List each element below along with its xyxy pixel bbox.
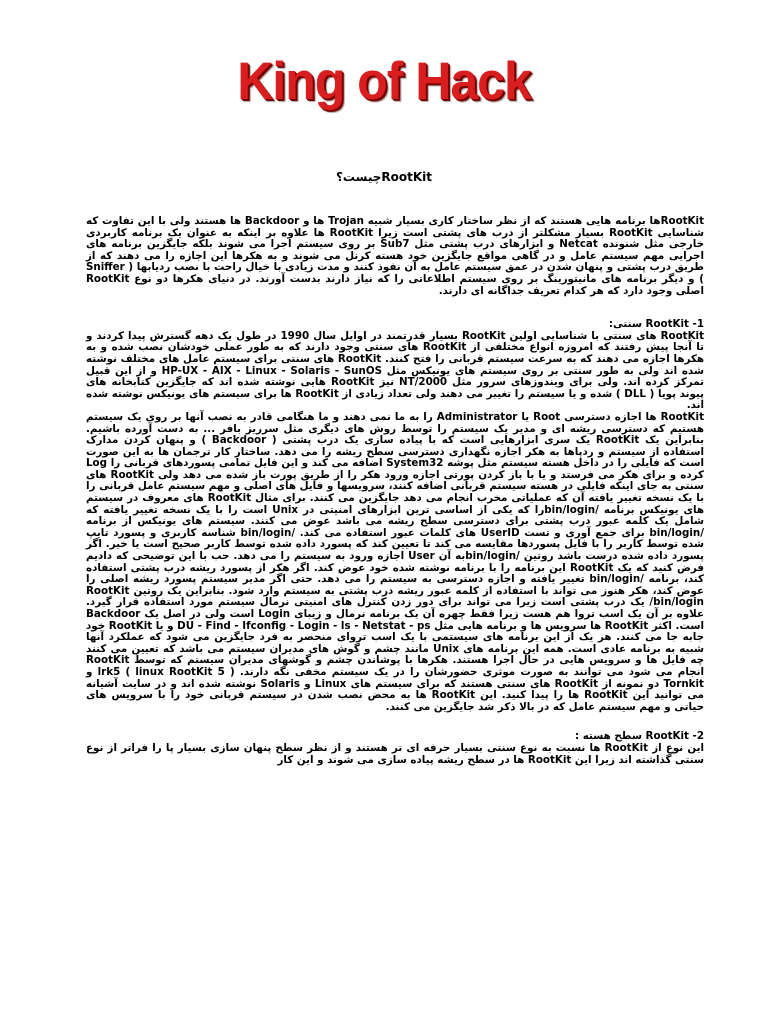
- intro-paragraph: RootKitها برنامه هایی هستند که از نظر ساختار کاری بسیار شبیه Trojan ها و Backdoor ها هستند ولی با این تفاوت که شناسایی RootKit بسیار مشکلتر از درب های پشتی است زیرا RootKit ها علاوه بر اینکه به عنوان یک برنامه کاربردی خارجی مثل شنونده Netcat و ابزارهای درب پشتی مثل Sub7 بر روی سیستم اجرا می شوند بلکه جایگزین برنامه های اجرایی مهم سیستم عامل و در گاهی مواقع جایگزین خود هسته کرنل می شوند و به هکرها این اجازه را می دهند که از طریق درب پشتی و پنهان شدن در عمق سیستم عامل به آن نفوذ کنند و مدت زیادی با خیال راحت با نصب ردیابها ( Sniffer ) و دیگر برنامه های مانیتورینگ بر روی سیستم اطلاعاتی را که نیاز دارند بدست آورند. در دنیای هکرها دو نوع RootKit اصلی وجود دارد که هر کدام تعریف جداگانه ای دارند.: [86, 215, 705, 297]
- section-2-title: RootKit -2 سطح هسته :: [575, 730, 704, 743]
- section-1-title: RootKit -1 سنتی:: [608, 318, 704, 331]
- page-heading: RootKitچیست؟: [335, 170, 433, 184]
- section-1-paragraph-2: RootKit ها اجازه دسترسی Root یا Administrator را به ما نمی دهند و ما هنگامی قادر به نصب آنها بر روی یک سیستم هستیم که دسترسی ریشه ای و مدیر یک سیستم را توسط روش های دیگری مثل سرریز بافر ... به دست آورده باشیم. بنابراین یک RootKit یک سری ابزارهایی است که با پیاده سازی یک درب پشتی ( Backdoor ) و پنهان کردن مدارک استفاده از سیستم و ردپاها به هکر اجازه نگهداری دسترسی سطح ریشه را می دهد. ساختار کار ترجمان ها به این صورت است که فایلی را در داخل هسته سیستم مثل پوشه System32 اضافه می کند و این فایل تمامی پسوردهای قربانی را Log کرده و برای هکر می فرستد و یا با باز کردن پورتی اجازه ورود هکر را از طریق پورت باز شده می دهد ولی RootKit های سنتی به جای اینکه فایلی در هسته سیستم قربانی اضافه کنند، سرویسها و فایل های اصلی و مهم سیستم عامل قربانی را با یک نسخه تغییر یافته آن که عملیاتی مخرب انجام می دهد جایگزین می کنند. برای مثال RootKit های معروف در سیستم های یونیکس برنامه /bin/loginرا که یکی از اساسی ترین ابزارهای امنیتی در Unix است را با یک نسخه تغییر یافته که شامل یک کلمه عبور درب پشتی برای دسترسی سطح ریشه می باشد عوض می کنند. سیستم های یونیکس از برنامه /bin/login برای جمع آوری و تست UserID های کلمات عبور استفاده می کند. /bin/login شناسه کاربری و پسورد تایپ شده توسط کاربر را با فایل پسوردها مقایسه می کند تا تعیین کند که پسورد داده شده توسط کاربر صحیح است یا خیر. اگر پسورد داده شده درست باشد روتین /bin/loginبه آن User اجازه ورود به سیستم را می دهد. حب با این توضیحی که دادیم فرض کنید که یک RootKit این برنامه را با برنامه نوشته شده خود عوض کند. اگر هکر از پسورد ریشه درب پشتی استفاده کند، برنامه /bin/login تغییر یافته و اجازه دسترسی به سیستم را می دهد. حتی اگر مدیر سیستم پسورد ریشه اصلی را عوض کند، هکر هنوز می تواند با استفاده از کلمه عبور ریشه درب پشتی به سیستم وارد شود. بنابراین یک روتین RootKit /bin/login یک درب پشتی است زیرا می تواند برای دور زدن کنترل های امنیتی نرمال سیستم مورد استفاده قرار گیرد. علاوه بر آن یک اسب تروا هم هست زیرا فقط چهره آن یک برنامه نرمال و زیبای Login است ولی در اصل یک Backdoor است. اکثر RootKit ها سرویس ها و برنامه هایی مثل DU - Find - Ifconfig - Login - ls - Netstat - ps و یا RootKit خود جابه جا می کنند. هر یک از این برنامه های سیستمی با یک اسب تروای منحصر به فرد جایگزین می شود که عملکرد آنها شبیه به برنامه عادی است. همه این برنامه های Unix مانند چشم و گوش های مدیران سیستم می باشد که تعیین می کنند چه فایل ها و سرویس هایی در حال اجرا هستند. هکرها با پوشاندن چشم و گوشهای مدیران سیستم که توسط RootKit انجام می شود می توانند به صورت موثری حضورشان را در یک سیستم مخفی نگه دارند. lrk5 ( linux RootKit 5 ) و Tornkit دو نمونه از RootKit های سنتی هستند که برای سیستم های Linux و Solaris نوشته شده اند و در سایت آشیانه می توانید این RootKit ها را پیدا کنید. این RootKit ها به محض نصب شدن در سیستم قربانی خود را با سرویس های حیاتی و مهم سیستم عامل که در بالا ذکر شد جایگزین می کنند.: [86, 410, 705, 713]
- section-2-paragraph-1: این نوع از RootKit ها نسبت به نوع سنتی بسیار حرفه ای تر هستند و از نظر سطح پنهان سازی بسیار پا را فراتر از نوع سنتی گذاشته اند زیرا این RootKit ها در سطح ریشه پیاده سازی می شوند و این کار: [86, 741, 704, 766]
- king-of-hack-logo: King of Hack: [237, 51, 531, 111]
- section-1-paragraph-1: RootKit های سنتی با شناسایی اولین RootKit بسیار قدرتمند در اوایل سال 1990 در طول یک دهه گسترش پیدا کردند و تا آنجا پیش رفتند که امروزه انواع مختلفی از RootKit های سنتی وجود دارند که به طور عملی خودشان نصب شده و به هکرها اجازه می دهند که به سرعت سیستم قربانی را فتح کنند. RootKit های سنتی برای سیستم عامل های مختلف نوشته شده اند ولی به طور سنتی بر روی سیستم های یونیکس مثل HP-UX - AIX - Linux - Solaris - SunOS و از این قبیل تمرکز کرده اند. ولی برای ویندوزهای سرور مثل NT/2000 نیز RootKit هایی نوشته شده اند که جایگزین کتابخانه های پیوند پویا ( DLL ) شده و یا سیستم را تغییر می دهند ولی تعداد زیادی از RootKit ها برای سیستم های یونیکس نوشته شده اند.: [86, 329, 705, 412]
- document-body: [86, 216, 704, 766]
